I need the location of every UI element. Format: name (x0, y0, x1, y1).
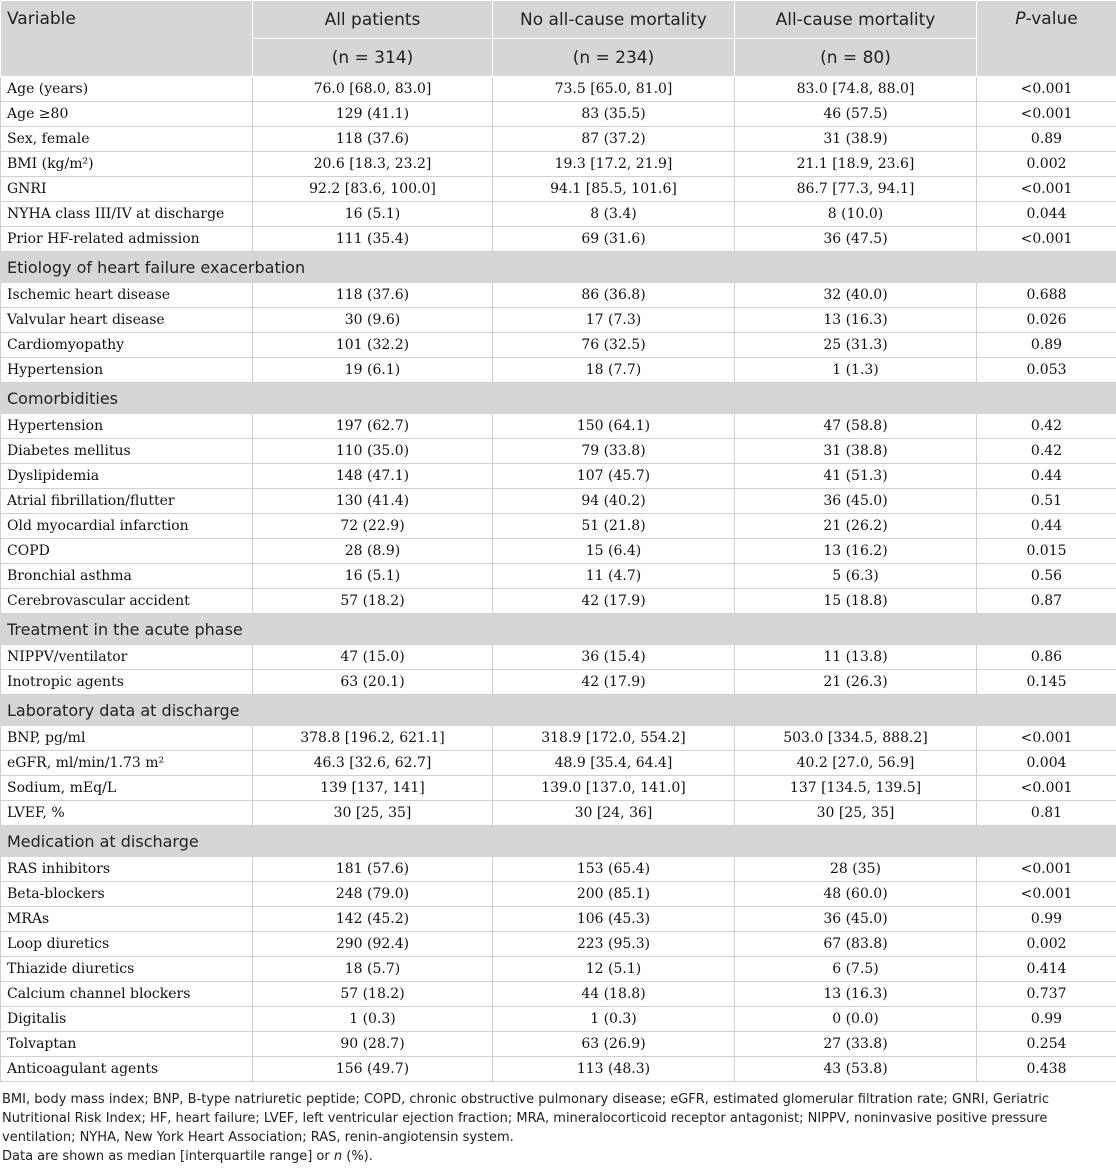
no-mortality-cell: 86 (36.8) (493, 283, 735, 308)
p-value-cell: 0.688 (977, 283, 1116, 308)
variable-cell: Valvular heart disease (1, 308, 253, 333)
header-p-value (977, 1, 1116, 77)
no-mortality-cell: 94 (40.2) (493, 489, 735, 514)
no-mortality-cell: 48.9 [35.4, 64.4] (493, 751, 735, 776)
variable-cell: COPD (1, 539, 253, 564)
all-patients-cell: 101 (32.2) (253, 333, 493, 358)
mortality-cell: 36 (47.5) (735, 227, 977, 252)
table-row (1, 227, 1116, 252)
section-header-row (1, 695, 1116, 726)
all-patients-cell: 63 (20.1) (253, 670, 493, 695)
all-patients-cell: 156 (49.7) (253, 1057, 493, 1082)
p-value-cell: 0.56 (977, 564, 1116, 589)
table-row (1, 308, 1116, 333)
section-header-row (1, 826, 1116, 857)
p-value-cell: <0.001 (977, 726, 1116, 751)
mortality-cell: 21 (26.3) (735, 670, 977, 695)
variable-cell: Diabetes mellitus (1, 439, 253, 464)
mortality-cell: 0 (0.0) (735, 1007, 977, 1032)
table-row (1, 414, 1116, 439)
p-value-cell: 0.42 (977, 439, 1116, 464)
mortality-cell: 83.0 [74.8, 88.0] (735, 77, 977, 102)
header-n-no: (n = 234) (493, 39, 735, 77)
no-mortality-cell: 1 (0.3) (493, 1007, 735, 1032)
all-patients-cell: 16 (5.1) (253, 564, 493, 589)
variable-cell: Ischemic heart disease (1, 283, 253, 308)
all-patients-cell: 110 (35.0) (253, 439, 493, 464)
variable-cell: Hypertension (1, 414, 253, 439)
variable-cell: LVEF, % (1, 801, 253, 826)
mortality-cell: 43 (53.8) (735, 1057, 977, 1082)
no-mortality-cell: 87 (37.2) (493, 127, 735, 152)
mortality-cell: 11 (13.8) (735, 645, 977, 670)
header-all-patients: All patients (253, 1, 493, 39)
section-header-row (1, 252, 1116, 283)
no-mortality-cell: 79 (33.8) (493, 439, 735, 464)
table-row (1, 464, 1116, 489)
section-title: Medication at discharge (1, 826, 1116, 857)
table-body (1, 77, 1116, 1082)
table-footnote (0, 1082, 1116, 1166)
table-row (1, 776, 1116, 801)
variable-cell: eGFR, ml/min/1.73 m² (1, 751, 253, 776)
no-mortality-cell: 42 (17.9) (493, 670, 735, 695)
mortality-cell: 36 (45.0) (735, 907, 977, 932)
variable-cell: Sex, female (1, 127, 253, 152)
mortality-cell: 47 (58.8) (735, 414, 977, 439)
mortality-cell: 48 (60.0) (735, 882, 977, 907)
variable-cell: BNP, pg/ml (1, 726, 253, 751)
all-patients-cell: 248 (79.0) (253, 882, 493, 907)
table-row (1, 907, 1116, 932)
no-mortality-cell: 63 (26.9) (493, 1032, 735, 1057)
all-patients-cell: 90 (28.7) (253, 1032, 493, 1057)
p-value-cell: <0.001 (977, 857, 1116, 882)
p-value-cell: 0.438 (977, 1057, 1116, 1082)
data-note (2, 1147, 1114, 1166)
p-value-cell: 0.44 (977, 514, 1116, 539)
variable-cell: Calcium channel blockers (1, 982, 253, 1007)
mortality-cell: 13 (16.3) (735, 982, 977, 1007)
table-row (1, 751, 1116, 776)
mortality-cell: 67 (83.8) (735, 932, 977, 957)
variable-cell: Inotropic agents (1, 670, 253, 695)
variable-cell: BMI (kg/m²) (1, 152, 253, 177)
mortality-cell: 86.7 [77.3, 94.1] (735, 177, 977, 202)
section-header-row (1, 383, 1116, 414)
variable-cell: Sodium, mEq/L (1, 776, 253, 801)
p-value-cell: 0.44 (977, 464, 1116, 489)
all-patients-cell: 46.3 [32.6, 62.7] (253, 751, 493, 776)
table-row (1, 77, 1116, 102)
all-patients-cell: 290 (92.4) (253, 932, 493, 957)
variable-cell: Prior HF-related admission (1, 227, 253, 252)
no-mortality-cell: 36 (15.4) (493, 645, 735, 670)
abbreviations-note: BMI, body mass index; BNP, B-type natriuretic peptide; COPD, chronic obstructive pulmonary disease; eGFR, estimated glomerular filtration rate; GNRI, Geriatric Nutritional Risk Index; HF, heart failure; LVEF, left ventricular ejection fraction; MRA, mineralocorticoid receptor antagonist; NIPPV, noninvasive positive pressure ventilation; NYHA, New York Heart Association; RAS, renin-angiotensin system. (2, 1092, 1050, 1145)
mortality-cell: 6 (7.5) (735, 957, 977, 982)
header-variable: Variable (1, 1, 253, 77)
variable-cell: Cerebrovascular accident (1, 589, 253, 614)
no-mortality-cell: 18 (7.7) (493, 358, 735, 383)
all-patients-cell: 18 (5.7) (253, 957, 493, 982)
p-value-cell: 0.87 (977, 589, 1116, 614)
variable-cell: Loop diuretics (1, 932, 253, 957)
mortality-cell: 27 (33.8) (735, 1032, 977, 1057)
variable-cell: Digitalis (1, 1007, 253, 1032)
p-value-cell: 0.026 (977, 308, 1116, 333)
variable-cell: NIPPV/ventilator (1, 645, 253, 670)
p-value-cell: 0.42 (977, 414, 1116, 439)
table-row (1, 564, 1116, 589)
all-patients-cell: 16 (5.1) (253, 202, 493, 227)
mortality-cell: 40.2 [27.0, 56.9] (735, 751, 977, 776)
data-note-suffix: (%). (342, 1149, 373, 1164)
no-mortality-cell: 139.0 [137.0, 141.0] (493, 776, 735, 801)
all-patients-cell: 57 (18.2) (253, 589, 493, 614)
mortality-cell: 13 (16.3) (735, 308, 977, 333)
variable-cell: GNRI (1, 177, 253, 202)
p-value-cell: <0.001 (977, 102, 1116, 127)
p-value-cell: 0.004 (977, 751, 1116, 776)
all-patients-cell: 57 (18.2) (253, 982, 493, 1007)
no-mortality-cell: 200 (85.1) (493, 882, 735, 907)
all-patients-cell: 76.0 [68.0, 83.0] (253, 77, 493, 102)
table-row (1, 857, 1116, 882)
table-row (1, 670, 1116, 695)
no-mortality-cell: 51 (21.8) (493, 514, 735, 539)
header-p-letter: P (1015, 9, 1026, 29)
table-row (1, 283, 1116, 308)
no-mortality-cell: 11 (4.7) (493, 564, 735, 589)
mortality-cell: 36 (45.0) (735, 489, 977, 514)
mortality-cell: 31 (38.8) (735, 439, 977, 464)
no-mortality-cell: 83 (35.5) (493, 102, 735, 127)
no-mortality-cell: 113 (48.3) (493, 1057, 735, 1082)
section-title: Etiology of heart failure exacerbation (1, 252, 1116, 283)
no-mortality-cell: 106 (45.3) (493, 907, 735, 932)
all-patients-cell: 118 (37.6) (253, 127, 493, 152)
all-patients-cell: 92.2 [83.6, 100.0] (253, 177, 493, 202)
no-mortality-cell: 150 (64.1) (493, 414, 735, 439)
variable-cell: Beta-blockers (1, 882, 253, 907)
p-value-cell: 0.002 (977, 932, 1116, 957)
mortality-cell: 32 (40.0) (735, 283, 977, 308)
table-row (1, 102, 1116, 127)
p-value-cell: <0.001 (977, 227, 1116, 252)
mortality-cell: 25 (31.3) (735, 333, 977, 358)
p-value-cell: 0.99 (977, 907, 1116, 932)
header-mortality: All-cause mortality (735, 1, 977, 39)
table-row (1, 177, 1116, 202)
data-note-prefix: Data are shown as median [interquartile range] or (2, 1149, 334, 1164)
all-patients-cell: 197 (62.7) (253, 414, 493, 439)
variable-cell: MRAs (1, 907, 253, 932)
all-patients-cell: 181 (57.6) (253, 857, 493, 882)
p-value-cell: 0.89 (977, 127, 1116, 152)
no-mortality-cell: 69 (31.6) (493, 227, 735, 252)
p-value-cell: 0.254 (977, 1032, 1116, 1057)
table-row (1, 127, 1116, 152)
mortality-cell: 1 (1.3) (735, 358, 977, 383)
variable-cell: Dyslipidemia (1, 464, 253, 489)
p-value-cell: 0.51 (977, 489, 1116, 514)
table-row (1, 358, 1116, 383)
table-row (1, 957, 1116, 982)
variable-cell: Tolvaptan (1, 1032, 253, 1057)
p-value-cell: 0.86 (977, 645, 1116, 670)
mortality-cell: 137 [134.5, 139.5] (735, 776, 977, 801)
all-patients-cell: 142 (45.2) (253, 907, 493, 932)
variable-cell: Cardiomyopathy (1, 333, 253, 358)
header-p-rest: -value (1025, 9, 1078, 29)
section-title: Treatment in the acute phase (1, 614, 1116, 645)
no-mortality-cell: 73.5 [65.0, 81.0] (493, 77, 735, 102)
mortality-cell: 30 [25, 35] (735, 801, 977, 826)
data-note-n: n (333, 1149, 343, 1164)
no-mortality-cell: 8 (3.4) (493, 202, 735, 227)
all-patients-cell: 129 (41.1) (253, 102, 493, 127)
table-row (1, 539, 1116, 564)
table-row (1, 589, 1116, 614)
all-patients-cell: 19 (6.1) (253, 358, 493, 383)
no-mortality-cell: 318.9 [172.0, 554.2] (493, 726, 735, 751)
mortality-cell: 21 (26.2) (735, 514, 977, 539)
mortality-cell: 46 (57.5) (735, 102, 977, 127)
variable-cell: Old myocardial infarction (1, 514, 253, 539)
p-value-cell: <0.001 (977, 882, 1116, 907)
variable-cell: NYHA class III/IV at discharge (1, 202, 253, 227)
section-title: Laboratory data at discharge (1, 695, 1116, 726)
table-row (1, 1007, 1116, 1032)
no-mortality-cell: 44 (18.8) (493, 982, 735, 1007)
section-header-row (1, 614, 1116, 645)
mortality-cell: 15 (18.8) (735, 589, 977, 614)
table-row (1, 645, 1116, 670)
variable-cell: Hypertension (1, 358, 253, 383)
all-patients-cell: 148 (47.1) (253, 464, 493, 489)
no-mortality-cell: 42 (17.9) (493, 589, 735, 614)
no-mortality-cell: 17 (7.3) (493, 308, 735, 333)
table-row (1, 333, 1116, 358)
mortality-cell: 31 (38.9) (735, 127, 977, 152)
mortality-cell: 8 (10.0) (735, 202, 977, 227)
no-mortality-cell: 19.3 [17.2, 21.9] (493, 152, 735, 177)
p-value-cell: 0.737 (977, 982, 1116, 1007)
p-value-cell: 0.81 (977, 801, 1116, 826)
p-value-cell: 0.414 (977, 957, 1116, 982)
p-value-cell: 0.99 (977, 1007, 1116, 1032)
mortality-cell: 41 (51.3) (735, 464, 977, 489)
all-patients-cell: 47 (15.0) (253, 645, 493, 670)
no-mortality-cell: 223 (95.3) (493, 932, 735, 957)
all-patients-cell: 28 (8.9) (253, 539, 493, 564)
section-title: Comorbidities (1, 383, 1116, 414)
variable-cell: Atrial fibrillation/flutter (1, 489, 253, 514)
table-row (1, 489, 1116, 514)
no-mortality-cell: 30 [24, 36] (493, 801, 735, 826)
mortality-cell: 5 (6.3) (735, 564, 977, 589)
all-patients-cell: 1 (0.3) (253, 1007, 493, 1032)
p-value-cell: <0.001 (977, 77, 1116, 102)
p-value-cell: 0.015 (977, 539, 1116, 564)
all-patients-cell: 118 (37.6) (253, 283, 493, 308)
variable-cell: Age ≥80 (1, 102, 253, 127)
table-row (1, 514, 1116, 539)
table-row (1, 1032, 1116, 1057)
no-mortality-cell: 153 (65.4) (493, 857, 735, 882)
mortality-cell: 13 (16.2) (735, 539, 977, 564)
all-patients-cell: 30 [25, 35] (253, 801, 493, 826)
p-value-cell: <0.001 (977, 177, 1116, 202)
table-row (1, 932, 1116, 957)
no-mortality-cell: 15 (6.4) (493, 539, 735, 564)
p-value-cell: 0.044 (977, 202, 1116, 227)
p-value-cell: <0.001 (977, 776, 1116, 801)
table-header (1, 1, 1116, 77)
header-n-yes: (n = 80) (735, 39, 977, 77)
p-value-cell: 0.89 (977, 333, 1116, 358)
all-patients-cell: 378.8 [196.2, 621.1] (253, 726, 493, 751)
no-mortality-cell: 94.1 [85.5, 101.6] (493, 177, 735, 202)
no-mortality-cell: 76 (32.5) (493, 333, 735, 358)
all-patients-cell: 130 (41.4) (253, 489, 493, 514)
variable-cell: Bronchial asthma (1, 564, 253, 589)
table-row (1, 1057, 1116, 1082)
all-patients-cell: 139 [137, 141] (253, 776, 493, 801)
header-n-all: (n = 314) (253, 39, 493, 77)
table-row (1, 882, 1116, 907)
table-row (1, 152, 1116, 177)
header-no-mortality: No all-cause mortality (493, 1, 735, 39)
table-row (1, 439, 1116, 464)
variable-cell: RAS inhibitors (1, 857, 253, 882)
mortality-cell: 21.1 [18.9, 23.6] (735, 152, 977, 177)
variable-cell: Age (years) (1, 77, 253, 102)
table-row (1, 982, 1116, 1007)
no-mortality-cell: 107 (45.7) (493, 464, 735, 489)
p-value-cell: 0.002 (977, 152, 1116, 177)
variable-cell: Anticoagulant agents (1, 1057, 253, 1082)
mortality-cell: 503.0 [334.5, 888.2] (735, 726, 977, 751)
all-patients-cell: 30 (9.6) (253, 308, 493, 333)
no-mortality-cell: 12 (5.1) (493, 957, 735, 982)
table-row (1, 202, 1116, 227)
all-patients-cell: 111 (35.4) (253, 227, 493, 252)
p-value-cell: 0.145 (977, 670, 1116, 695)
all-patients-cell: 20.6 [18.3, 23.2] (253, 152, 493, 177)
table-row (1, 726, 1116, 751)
all-patients-cell: 72 (22.9) (253, 514, 493, 539)
p-value-cell: 0.053 (977, 358, 1116, 383)
mortality-cell: 28 (35) (735, 857, 977, 882)
variable-cell: Thiazide diuretics (1, 957, 253, 982)
table-row (1, 801, 1116, 826)
